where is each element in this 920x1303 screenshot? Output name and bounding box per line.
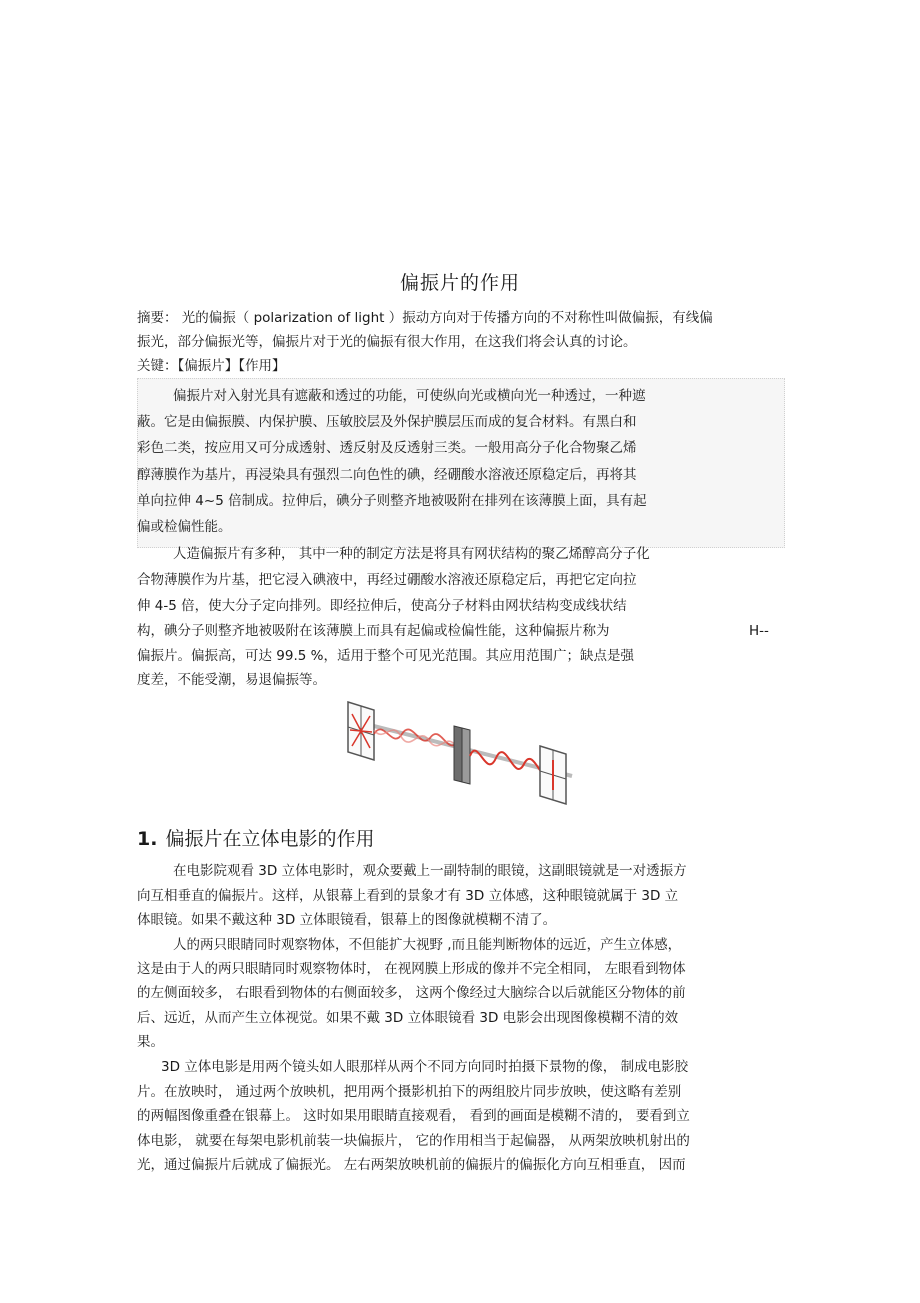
para4-line-1: 人的两只眼睛同时观察物体，不但能扩大视野 ,而且能判断物体的远近，产生立体感，: [173, 937, 682, 953]
para3-line-1: 在电影院观看 3D 立体电影时，观众要戴上一副特制的眼镜，这副眼镜就是一对透振方: [173, 863, 687, 879]
para5-line-5: 光，通过偏振片后就成了偏振光。 左右两架放映机前的偏振片的偏振化方向互相垂直， 因而: [137, 1157, 686, 1173]
para2-line-6: 度差，不能受潮，易退偏振等。: [137, 672, 326, 688]
para4-line-5: 果。: [137, 1034, 164, 1050]
para2-line-2: 合物薄膜作为片基，把它浸入碘液中，再经过硼酸水溶液还原稳定后，再把它定向拉: [137, 572, 637, 588]
shaded-line-1: 偏振片对入射光具有遮蔽和透过的功能，可使纵向光或横向光一种透过，一种遮: [173, 388, 646, 404]
para5-line-2: 片。在放映时， 通过两个放映机，把用两个摄影机拍下的两组胶片同步放映，使这略有差别: [137, 1084, 682, 1100]
shaded-line-5: 单向拉伸 4~5 倍制成。拉伸后，碘分子则整齐地被吸附在排列在该薄膜上面，具有起: [137, 493, 647, 509]
shaded-line-4: 醇薄膜作为基片，再浸染具有强烈二向色性的碘，经硼酸水溶液还原稳定后，再将其: [137, 467, 637, 483]
para4-line-4: 后、远近，从而产生立体视觉。如果不戴 3D 立体眼镜看 3D 电影会出现图像模糊不清的效: [137, 1010, 679, 1026]
polarization-diagram-svg: [340, 698, 580, 810]
polarization-diagram-icon: [340, 698, 580, 810]
shaded-line-3: 彩色二类，按应用又可分成透射、透反射及反透射三类。一般用高分子化合物聚乙烯: [137, 440, 637, 456]
para4-line-2: 这是由于人的两只眼睛同时观察物体时， 在视网膜上形成的像并不完全相同， 左眼看到物体: [137, 961, 686, 977]
para4-line-3: 的左侧面较多， 右眼看到物体的右侧面较多， 这两个像经过大脑综合以后就能区分物体的前: [137, 985, 686, 1001]
section-1-number: 1.: [137, 828, 158, 850]
section-1-title: 偏振片在立体电影的作用: [165, 828, 375, 850]
para2-line-4-tail: H--: [749, 623, 769, 639]
shaded-line-2: 蔽。它是由偏振膜、内保护膜、压敏胶层及外保护膜层压而成的复合材料。有黑白和: [137, 414, 637, 430]
keywords-line: 关键：【偏振片】【作用】: [137, 358, 286, 374]
source-frame: [348, 702, 374, 760]
page-title: 偏振片的作用: [399, 272, 520, 294]
para3-line-3: 体眼镜。如果不戴这种 3D 立体眼镜看，银幕上的图像就模糊不清了。: [137, 912, 557, 928]
para2-line-1: 人造偏振片有多种， 其中一种的制定方法是将具有网状结构的聚乙烯醇高分子化: [173, 546, 650, 562]
para5-line-3: 的两幅图像重叠在银幕上。 这时如果用眼睛直接观看， 看到的画面是模糊不清的， 要看到立: [137, 1108, 690, 1124]
analyzer-frame: [540, 746, 566, 804]
para5-line-4: 体电影， 就要在每架电影机前装一块偏振片， 它的作用相当于起偏器， 从两架放映机射出的: [137, 1133, 690, 1149]
abstract-line-2: 振光，部分偏振光等，偏振片对于光的偏振有很大作用，在这我们将会认真的讨论。: [137, 334, 637, 350]
shaded-line-6: 偏或检偏性能。: [137, 519, 232, 535]
para3-line-2: 向互相垂直的偏振片。这样，从银幕上看到的景象才有 3D 立体感，这种眼镜就属于 3D 立: [137, 888, 679, 904]
para2-line-4: 构，碘分子则整齐地被吸附在该薄膜上而具有起偏或检偏性能，这种偏振片称为: [137, 623, 610, 639]
section-1-heading: [137, 824, 374, 851]
polarizer-plate: [454, 726, 462, 782]
para2-line-5: 偏振片。偏振高，可达 99.5 %，适用于整个可见光范围。其应用范围广；缺点是强: [137, 648, 634, 664]
para5-line-1: 3D 立体电影是用两个镜头如人眼那样从两个不同方向同时拍摄下景物的像， 制成电影胶: [161, 1059, 689, 1075]
abstract-line-1: 摘要： 光的偏振（ polarization of light ）振动方向对于传播方向的不对称性叫做偏振，有线偏: [137, 310, 713, 326]
para2-line-3: 伸 4-5 倍，使大分子定向排列。即经拉伸后，使高分子材料由网状结构变成线状结: [137, 598, 627, 614]
polarizer-plate-side: [462, 728, 470, 784]
